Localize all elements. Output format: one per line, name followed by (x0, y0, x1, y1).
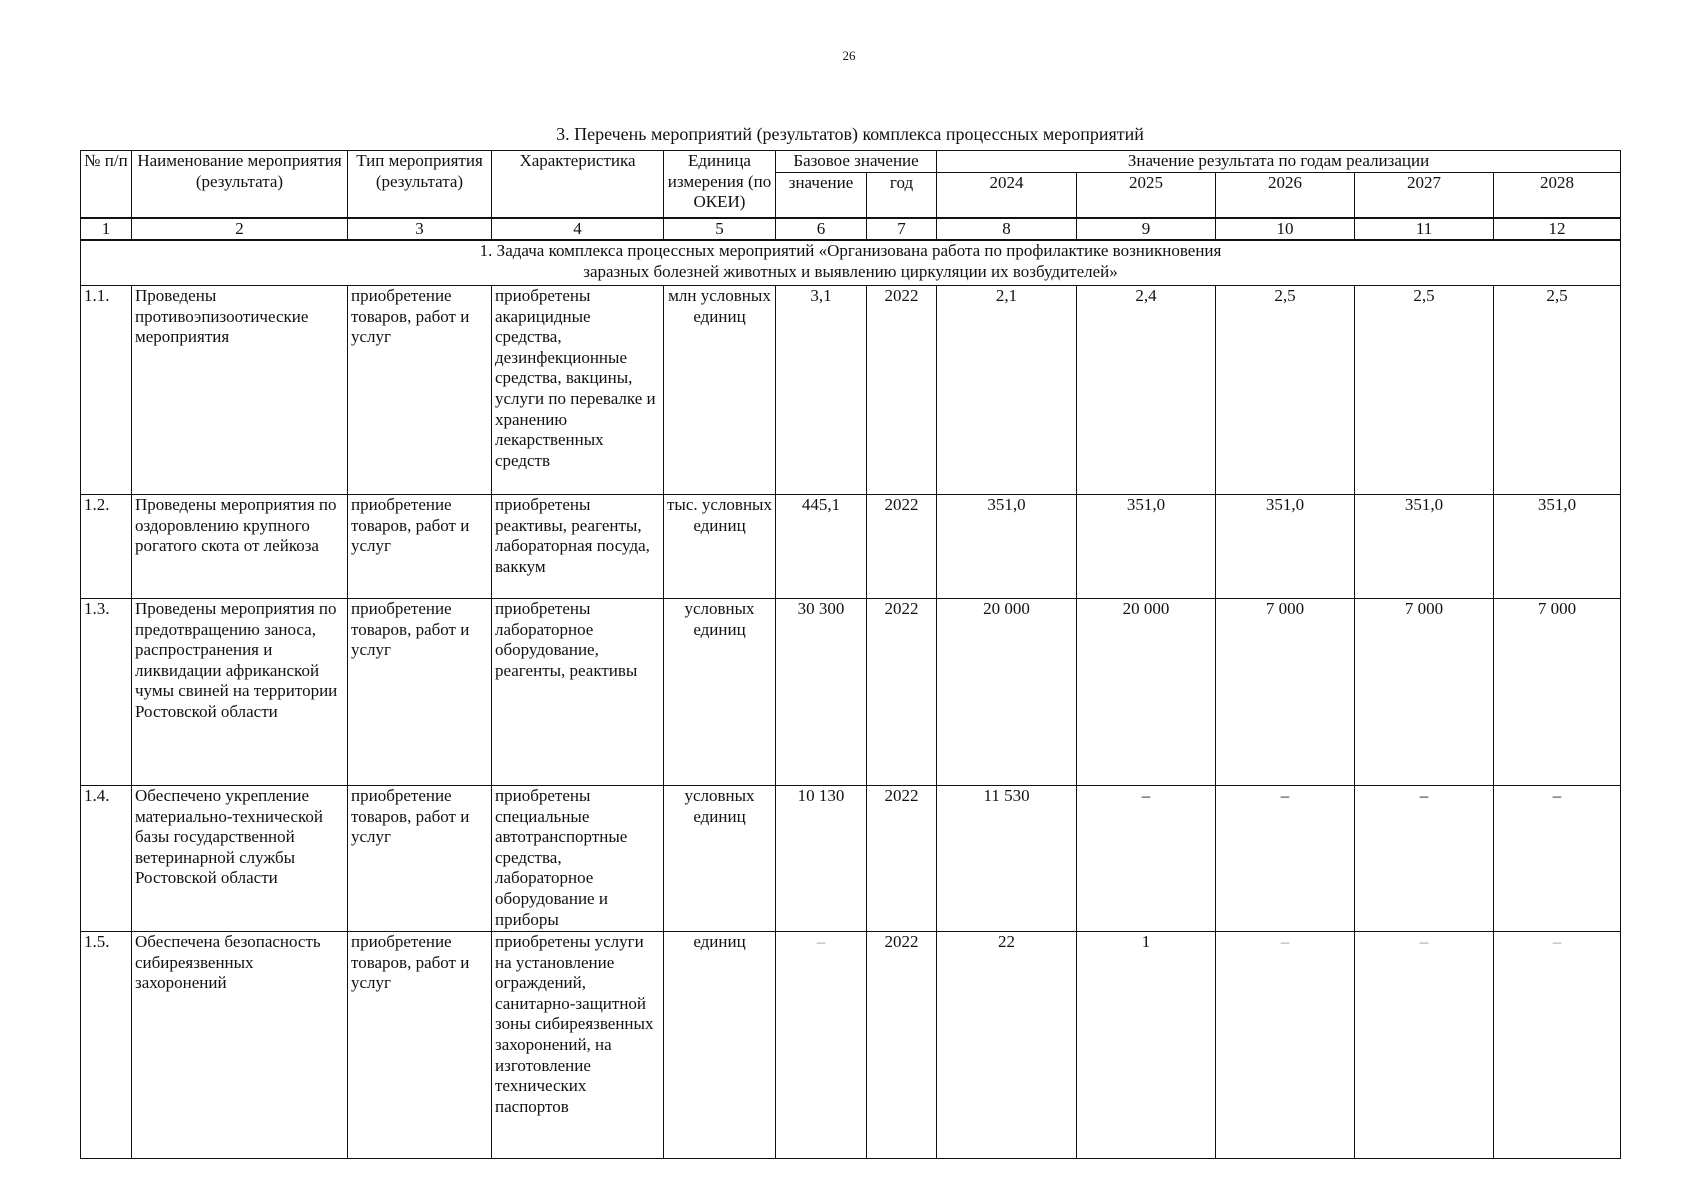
column-number: 3 (348, 218, 492, 240)
row-value: 351,0 (937, 495, 1077, 599)
row-unit: условных единиц (664, 599, 776, 786)
row-base-value: 30 300 (776, 599, 867, 786)
header-by-years: Значение результата по годам реализации (937, 151, 1621, 173)
row-characteristic: приобретены лабораторное оборудование, реагенты, реактивы (492, 599, 664, 786)
row-value: 351,0 (1355, 495, 1494, 599)
row-base-year: 2022 (867, 786, 937, 932)
row-unit: млн условных единиц (664, 286, 776, 495)
row-value: – (1494, 786, 1621, 932)
row-value: 20 000 (1077, 599, 1216, 786)
row-value: 2,5 (1216, 286, 1355, 495)
row-value: 22 (937, 932, 1077, 1159)
row-characteristic: приобретены реактивы, реагенты, лабораторная посуда, ваккум (492, 495, 664, 599)
header-characteristic: Характеристика (492, 151, 664, 219)
header-year: 2025 (1077, 173, 1216, 219)
row-base-value: 445,1 (776, 495, 867, 599)
row-base-year: 2022 (867, 599, 937, 786)
column-number: 10 (1216, 218, 1355, 240)
table-row (81, 599, 1621, 786)
row-value: – (1355, 786, 1494, 932)
row-name: Проведены мероприятия по оздоровлению крупного рогатого скота от лейкоза (132, 495, 348, 599)
table-row (81, 286, 1621, 495)
header-base-year: год (867, 173, 937, 219)
row-base-year: 2022 (867, 286, 937, 495)
page-number: 26 (842, 48, 856, 63)
row-num: 1.2. (81, 495, 132, 599)
row-value: 11 530 (937, 786, 1077, 932)
column-number: 7 (867, 218, 937, 240)
row-value: – (1077, 786, 1216, 932)
row-base-value: 10 130 (776, 786, 867, 932)
row-value: 2,5 (1355, 286, 1494, 495)
table-row (81, 786, 1621, 932)
column-number: 2 (132, 218, 348, 240)
row-value: 351,0 (1494, 495, 1621, 599)
table-row (81, 932, 1621, 1159)
header-name: Наименование мероприятия (результата) (132, 151, 348, 219)
row-value: 7 000 (1355, 599, 1494, 786)
row-value: 20 000 (937, 599, 1077, 786)
column-number: 8 (937, 218, 1077, 240)
row-type: приобретение товаров, работ и услуг (348, 786, 492, 932)
row-value: – (1355, 932, 1494, 1159)
row-type: приобретение товаров, работ и услуг (348, 495, 492, 599)
table-row (81, 495, 1621, 599)
header-base-value: значение (776, 173, 867, 219)
row-unit: тыс. условных единиц (664, 495, 776, 599)
row-type: приобретение товаров, работ и услуг (348, 286, 492, 495)
row-name: Обеспечено укрепление материально-технической базы государственной ветеринарной службы Ростовской области (132, 786, 348, 932)
table-title: 3. Перечень мероприятий (результатов) комплекса процессных мероприятий (556, 124, 1144, 144)
header-type: Тип мероприятия (результата) (348, 151, 492, 219)
row-characteristic: приобретены акарицидные средства, дезинфекционные средства, вакцины, услуги по перевалке и хранению лекарственных средств (492, 286, 664, 495)
row-num: 1.1. (81, 286, 132, 495)
row-value: 1 (1077, 932, 1216, 1159)
row-value: – (1216, 786, 1355, 932)
section-title (81, 240, 1621, 286)
row-base-year: 2022 (867, 932, 937, 1159)
row-value: 351,0 (1077, 495, 1216, 599)
row-value: 2,5 (1494, 286, 1621, 495)
row-base-value: – (776, 932, 867, 1159)
row-name: Проведены мероприятия по предотвращению заноса, распространения и ликвидации африканской чумы свиней на территории Ростовской области (132, 599, 348, 786)
row-base-year: 2022 (867, 495, 937, 599)
row-num: 1.3. (81, 599, 132, 786)
row-value: 351,0 (1216, 495, 1355, 599)
column-number: 9 (1077, 218, 1216, 240)
header-base: Базовое значение (776, 151, 937, 173)
row-unit: условных единиц (664, 786, 776, 932)
column-number: 4 (492, 218, 664, 240)
row-value: 2,1 (937, 286, 1077, 495)
row-characteristic: приобретены услуги на установление ограждений, санитарно-защитной зоны сибиреязвенных захоронений, на изготовление технических паспортов (492, 932, 664, 1159)
header-year: 2024 (937, 173, 1077, 219)
column-number: 6 (776, 218, 867, 240)
row-value: 2,4 (1077, 286, 1216, 495)
measures-table (80, 150, 1621, 1159)
row-num: 1.5. (81, 932, 132, 1159)
row-value: – (1216, 932, 1355, 1159)
row-num: 1.4. (81, 786, 132, 932)
row-name: Обеспечена безопасность сибиреязвенных захоронений (132, 932, 348, 1159)
column-number: 1 (81, 218, 132, 240)
row-name: Проведены противоэпизоотические мероприятия (132, 286, 348, 495)
row-value: 7 000 (1216, 599, 1355, 786)
row-unit: единиц (664, 932, 776, 1159)
header-unit: Единица измерения (по ОКЕИ) (664, 151, 776, 219)
column-number: 12 (1494, 218, 1621, 240)
row-value: – (1494, 932, 1621, 1159)
row-value: 7 000 (1494, 599, 1621, 786)
row-type: приобретение товаров, работ и услуг (348, 932, 492, 1159)
header-year: 2028 (1494, 173, 1621, 219)
section-title-text: 1. Задача комплекса процессных мероприятий «Организована работа по профилактике возникновения заразных болезней животных и выявлению циркуляции их возбудителей» (479, 241, 1222, 281)
header-year: 2026 (1216, 173, 1355, 219)
header-year: 2027 (1355, 173, 1494, 219)
header-num: № п/п (81, 151, 132, 219)
row-base-value: 3,1 (776, 286, 867, 495)
row-characteristic: приобретены специальные автотранспортные средства, лабораторное оборудование и приборы (492, 786, 664, 932)
column-number: 5 (664, 218, 776, 240)
row-type: приобретение товаров, работ и услуг (348, 599, 492, 786)
column-number: 11 (1355, 218, 1494, 240)
